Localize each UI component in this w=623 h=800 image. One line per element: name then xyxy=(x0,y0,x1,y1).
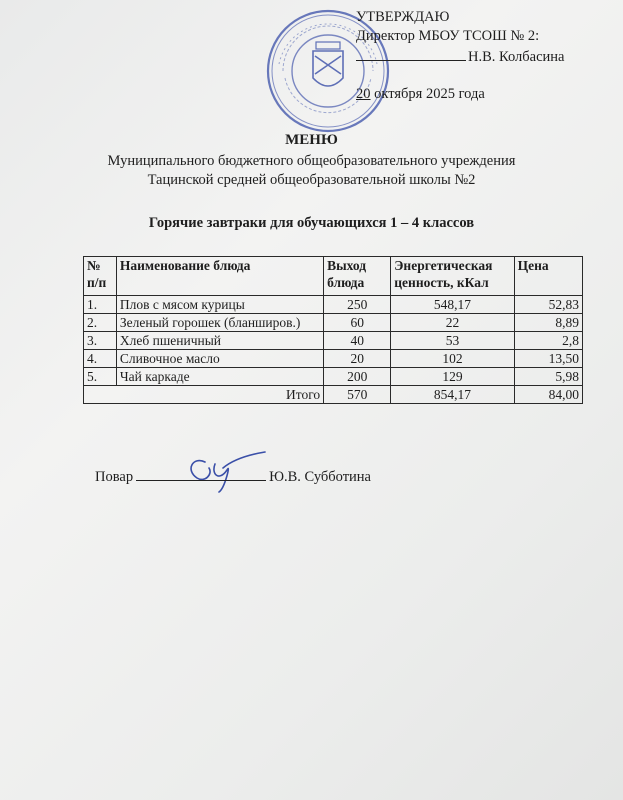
table-row xyxy=(84,350,583,368)
header-price: Цена xyxy=(514,257,582,296)
cell-output: 60 xyxy=(324,314,391,332)
cell-num: 1. xyxy=(84,296,117,314)
cook-signature-line xyxy=(136,466,266,481)
cook-signature-block xyxy=(95,466,371,486)
cook-label: Повар xyxy=(95,469,134,485)
cell-num: 5. xyxy=(84,368,117,386)
cell-num: 4. xyxy=(84,350,117,368)
director-name: Н.В. Колбасина xyxy=(468,49,565,65)
cell-name: Хлеб пшеничный xyxy=(116,332,323,350)
total-price: 84,00 xyxy=(514,386,582,404)
total-output: 570 xyxy=(324,386,391,404)
cell-energy: 53 xyxy=(391,332,514,350)
cell-name: Сливочное масло xyxy=(116,350,323,368)
cell-output: 40 xyxy=(324,332,391,350)
table-total-row xyxy=(84,386,583,404)
cell-output: 250 xyxy=(324,296,391,314)
cell-name: Плов с мясом курицы xyxy=(116,296,323,314)
director-signature-line xyxy=(356,46,466,61)
menu-table xyxy=(83,256,583,404)
table-row xyxy=(84,296,583,314)
cell-num: 2. xyxy=(84,314,117,332)
org-name-line1: Муниципального бюджетного общеобразовательного учреждения xyxy=(107,153,516,169)
table-row xyxy=(84,314,583,332)
table-header-row xyxy=(84,257,583,296)
approval-date xyxy=(356,85,564,104)
approval-date-rest: октября 2025 года xyxy=(374,86,485,102)
cell-energy: 102 xyxy=(391,350,514,368)
org-name-line2: Тацинской средней общеобразовательной школы №2 xyxy=(147,172,476,188)
page-title: МЕНЮ xyxy=(285,132,338,148)
menu-subtitle: Горячие завтраки для обучающихся 1 – 4 классов xyxy=(148,215,475,231)
cell-num: 3. xyxy=(84,332,117,350)
cell-price: 8,89 xyxy=(514,314,582,332)
cell-name: Чай каркаде xyxy=(116,368,323,386)
cell-price: 52,83 xyxy=(514,296,582,314)
header-output: Выход блюда xyxy=(324,257,391,296)
cell-name: Зеленый горошек (бланширов.) xyxy=(116,314,323,332)
cell-energy: 22 xyxy=(391,314,514,332)
table-row xyxy=(84,368,583,386)
total-label: Итого xyxy=(84,386,324,404)
cell-price: 2,8 xyxy=(514,332,582,350)
approval-signature-row xyxy=(356,46,564,67)
table-row xyxy=(84,332,583,350)
header-num: № п/п xyxy=(84,257,117,296)
cell-energy: 129 xyxy=(391,368,514,386)
cell-price: 5,98 xyxy=(514,368,582,386)
approval-block xyxy=(356,8,564,104)
total-energy: 854,17 xyxy=(391,386,514,404)
header-energy: Энергетическая ценность, кКал xyxy=(391,257,514,296)
header-name: Наименование блюда xyxy=(116,257,323,296)
approval-date-day: 20 xyxy=(356,86,371,102)
approval-heading: УТВЕРЖДАЮ xyxy=(356,9,450,25)
cell-output: 20 xyxy=(324,350,391,368)
cell-output: 200 xyxy=(324,368,391,386)
approval-position: Директор МБОУ ТСОШ № 2: xyxy=(356,28,540,44)
cook-name: Ю.В. Субботина xyxy=(269,469,371,485)
cell-price: 13,50 xyxy=(514,350,582,368)
cell-energy: 548,17 xyxy=(391,296,514,314)
